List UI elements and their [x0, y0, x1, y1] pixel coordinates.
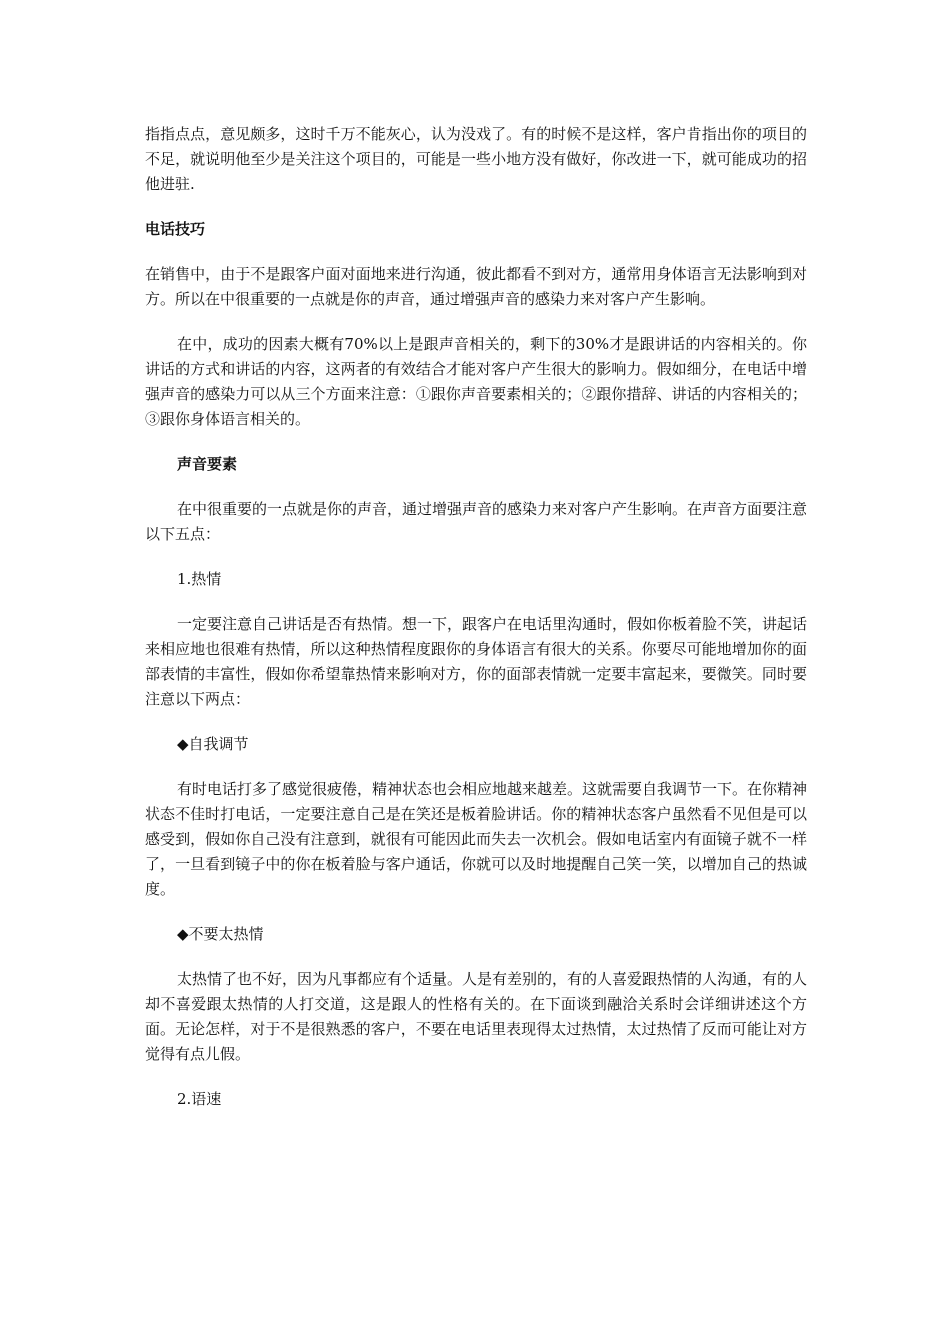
document-body [145, 122, 807, 1132]
bullet-item-self-adjust: ◆自我调节 [177, 735, 249, 753]
paragraph-intro-continuation: 指指点点，意见颇多，这时千万不能灰心，认为没戏了。有的时候不是这样，客户肯指出你的项目的不足，就说明他至少是关注这个项目的，可能是一些小地方没有做好，你改进一下，就可能成功的招他进驻. [145, 125, 807, 193]
paragraph-voice-intro: 在中很重要的一点就是你的声音，通过增强声音的感染力来对客户产生影响。在声音方面要注意以下五点： [145, 500, 808, 543]
subheading-voice-elements: 声音要素 [177, 455, 238, 473]
paragraph-not-too-enthusiastic: 太热情了也不好，因为凡事都应有个适量。人是有差别的，有的人喜爱跟热情的人沟通，有的人却不喜爱跟太热情的人打交道，这是跟人的性格有关的。在下面谈到融洽关系时会详细讲述这个方面。无论怎样，对于不是很熟悉的客户，不要在电话里表现得太过热情，太过热情了反而可能让对方觉得有点儿假。 [145, 970, 808, 1063]
paragraph-phone-sales: 在销售中，由于不是跟客户面对面地来进行沟通，彼此都看不到对方，通常用身体语言无法影响到对方。所以在中很重要的一点就是你的声音，通过增强声音的感染力来对客户产生影响。 [145, 265, 807, 308]
section-heading-phone-skills: 电话技巧 [145, 220, 206, 238]
list-item-enthusiasm: 1.热情 [177, 570, 222, 588]
paragraph-self-adjust: 有时电话打多了感觉很疲倦，精神状态也会相应地越来越差。这就需要自我调节一下。在你精神状态不佳时打电话，一定要注意自己是在笑还是板着脸讲话。你的精神状态客户虽然看不见但是可以感受到，假如你自己没有注意到，就很有可能因此而失去一次机会。假如电话室内有面镜子就不一样了，一旦看到镜子中的你在板着脸与客户通话，你就可以及时地提醒自己笑一笑，以增加自己的热诚度。 [145, 780, 808, 898]
list-item-speech-rate: 2.语速 [177, 1090, 222, 1108]
bullet-item-not-too-enthusiastic: ◆不要太热情 [177, 925, 264, 943]
paragraph-enthusiasm: 一定要注意自己讲话是否有热情。想一下，跟客户在电话里沟通时，假如你板着脸不笑，讲起话来相应地也很难有热情，所以这种热情程度跟你的身体语言有很大的关系。你要尽可能地增加你的面部表情的丰富性，假如你希望靠热情来影响对方，你的面部表情就一定要丰富起来，要微笑。同时要注意以下两点： [145, 615, 808, 708]
paragraph-voice-factors: 在中，成功的因素大概有70%以上是跟声音相关的，剩下的30%才是跟讲话的内容相关的。你讲话的方式和讲话的内容，这两者的有效结合才能对客户产生很大的影响力。假如细分，在电话中增强声音的感染力可以从三个方面来注意：①跟你声音要素相关的；②跟你措辞、讲话的内容相关的；③跟你身体语言相关的。 [145, 335, 807, 428]
